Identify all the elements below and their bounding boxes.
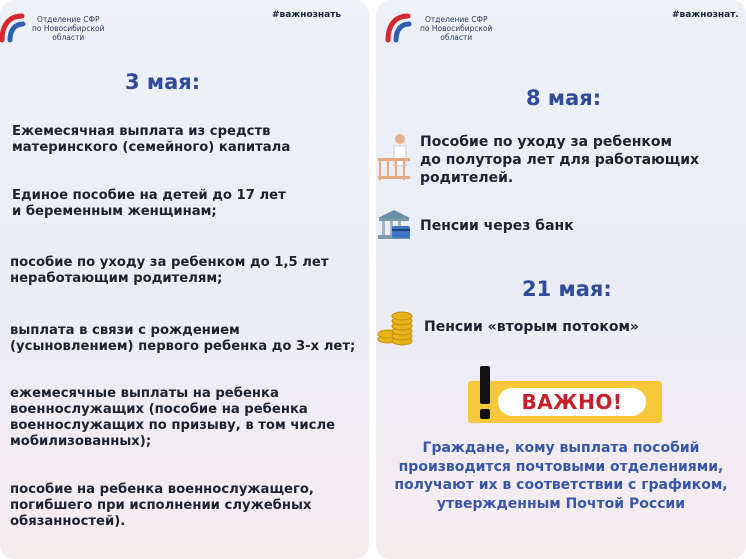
date-heading: 3 мая: — [125, 70, 201, 94]
list-item: Единое пособие на детей до 17 лет и беременным женщинам; — [12, 188, 286, 219]
list-item: ежемесячные выплаты на ребенка военнослужащих (пособие на ребенка военнослужащих по призыву, в том числе мобилизованных); — [10, 386, 336, 449]
list-item: Пенсии через банк — [420, 218, 574, 234]
important-banner — [468, 381, 662, 423]
hashtag: #важнознать — [272, 10, 342, 20]
post-office-note: Граждане, кому выплата пособий производится почтовыми отделениями, получают их в соответствии с графиком, утвержденным Почтой России — [394, 440, 728, 512]
right-panel — [376, 0, 746, 559]
list-item: пособие на ребенка военнослужащего, погибшего при исполнении служебных обязанностей). — [10, 482, 314, 529]
sfr-logo-icon — [0, 10, 26, 44]
exclamation-icon — [474, 366, 496, 422]
coin-stack-icon — [376, 308, 416, 346]
list-item: Пенсии «вторым потоком» — [424, 319, 639, 335]
hashtag: #важнознат. — [672, 10, 739, 20]
bank-card-icon — [376, 208, 412, 244]
list-item: пособие по уходу за ребенком до 1,5 лет неработающим родителям; — [10, 255, 329, 286]
left-panel — [0, 0, 369, 559]
list-item: Пособие по уходу за ребенком до полутора лет для работающих родителей. — [420, 134, 700, 186]
org-name: Отделение СФР по Новосибирской области — [32, 15, 105, 42]
list-item: Ежемесячная выплата из средств материнского (семейного) капитала — [12, 124, 291, 155]
important-label: ВАЖНО! — [498, 388, 646, 416]
baby-crib-icon — [376, 132, 412, 184]
list-item: выплата в связи с рождением (усыновлением) первого ребенка до 3-х лет; — [10, 323, 356, 354]
org-name: Отделение СФР по Новосибирской области — [420, 15, 493, 42]
sfr-logo-icon — [382, 10, 412, 44]
date-heading: 21 мая: — [522, 277, 612, 301]
date-heading: 8 мая: — [526, 86, 602, 110]
